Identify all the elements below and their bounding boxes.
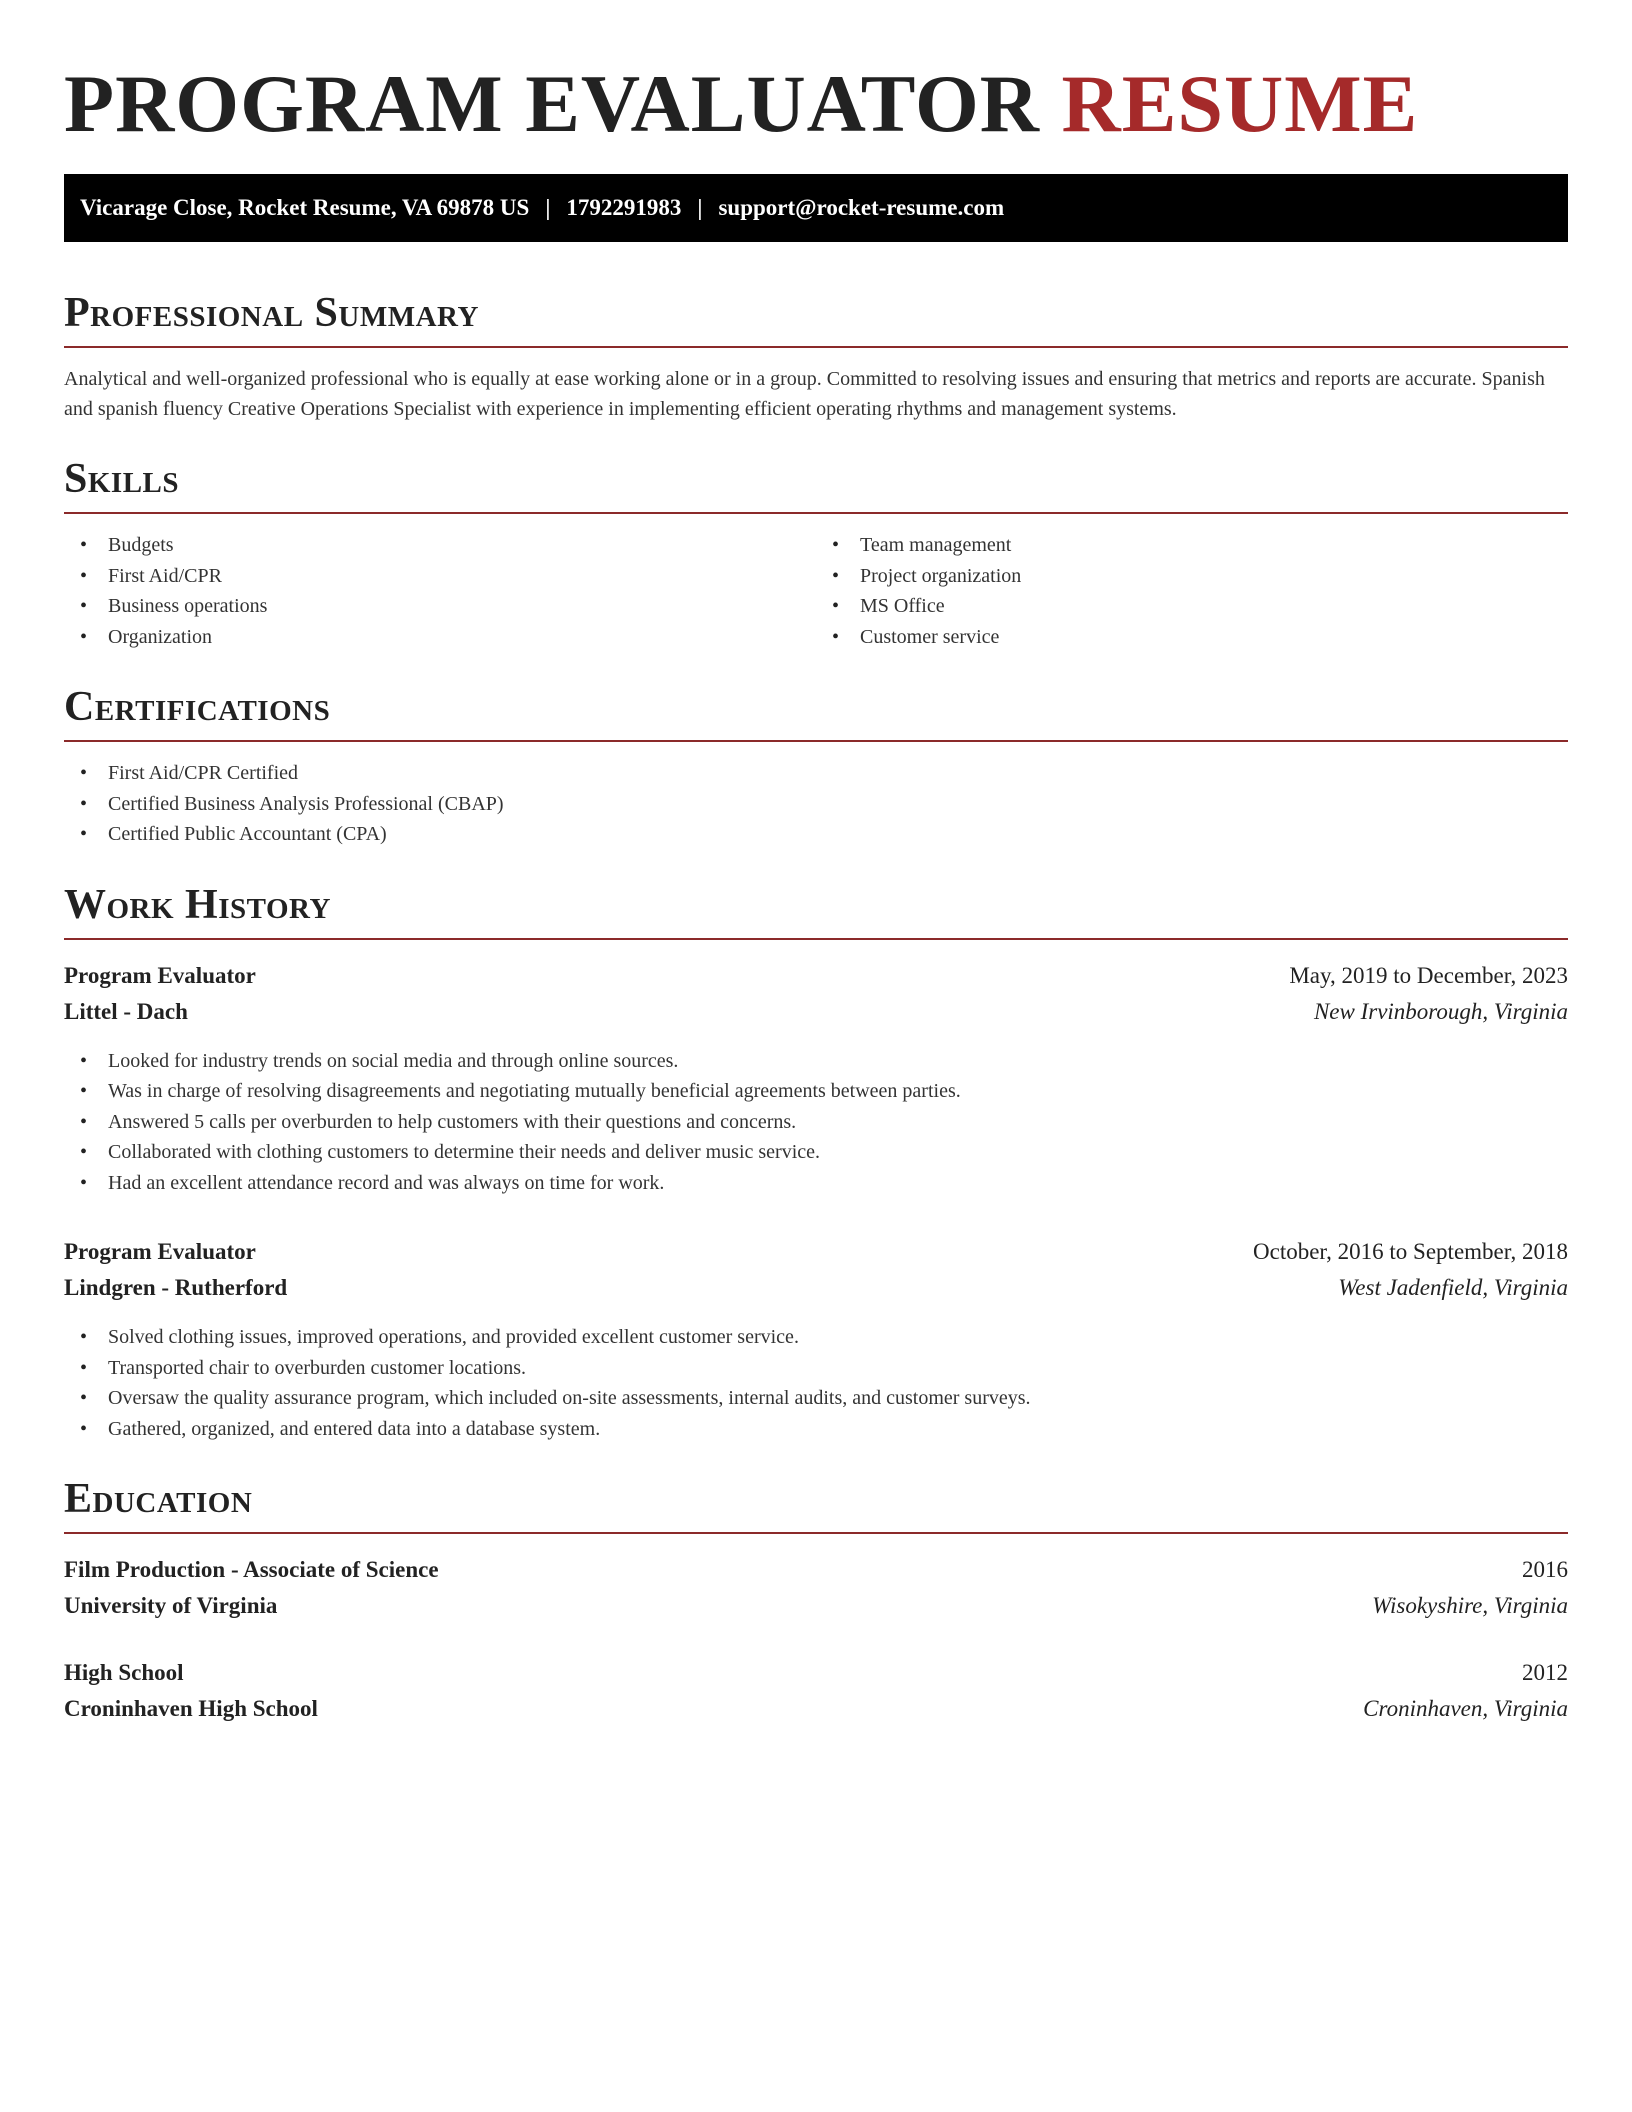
job-duty: • Collaborated with clothing customers to determine their needs and deliver music service.: [64, 1137, 1568, 1168]
skill-item: • MS Office: [816, 591, 1568, 622]
job-duty: • Transported chair to overburden customer locations.: [64, 1353, 1568, 1384]
job-duty: • Was in charge of resolving disagreements and negotiating mutually beneficial agreements between parties.: [64, 1076, 1568, 1107]
education-entry: [64, 1655, 1568, 1727]
section-heading-certifications: Certifications: [64, 680, 1568, 742]
certification-item: • First Aid/CPR Certified: [64, 758, 1568, 789]
certifications-section: [64, 680, 1568, 850]
education-degree-row: [64, 1552, 1568, 1588]
skill-item: • Project organization: [816, 561, 1568, 592]
skill-item: • Customer service: [816, 622, 1568, 653]
education-school-row: [64, 1691, 1568, 1727]
education-degree-row: [64, 1655, 1568, 1691]
school-name: Croninhaven High School: [64, 1696, 318, 1721]
certifications-list: [64, 758, 1568, 850]
job-duty: • Answered 5 calls per overburden to help customers with their questions and concerns.: [64, 1107, 1568, 1138]
work-entry-company-row: [64, 994, 1568, 1030]
title-main: PROGRAM EVALUATOR: [64, 58, 1041, 149]
skill-item: • Business operations: [64, 591, 816, 622]
company-name: Littel - Dach: [64, 998, 188, 1024]
education-section: [64, 1472, 1568, 1727]
resume-title: [64, 0, 1568, 150]
work-entry: [64, 958, 1568, 1199]
job-dates: October, 2016 to September, 2018: [1253, 1239, 1568, 1264]
contact-bar: [64, 174, 1568, 242]
title-accent: RESUME: [1061, 58, 1419, 149]
work-entry-title-row: [64, 1234, 1568, 1270]
contact-address: Vicarage Close, Rocket Resume, VA 69878 US: [80, 195, 530, 220]
summary-text: Analytical and well-organized professional who is equally at ease working alone or in a group. Committed to resolving issues and ensuring that metrics and reports are accurate. Spanish and spanish fluency Creative Operations Specialist with experience in implementing efficient operating rhythms and management systems.: [64, 368, 1545, 420]
work-entry-title-row: [64, 958, 1568, 994]
section-heading-summary: Professional Summary: [64, 286, 1568, 348]
section-heading-education: Education: [64, 1472, 1568, 1534]
section-heading-skills: Skills: [64, 452, 1568, 514]
education-school-row: [64, 1588, 1568, 1624]
contact-email: support@rocket-resume.com: [718, 195, 1005, 220]
job-dates: May, 2019 to December, 2023: [1289, 962, 1568, 988]
job-title: Program Evaluator: [64, 962, 256, 988]
certification-item: • Certified Public Accountant (CPA): [64, 819, 1568, 850]
skills-section: [64, 452, 1568, 652]
contact-separator: |: [697, 195, 703, 220]
skill-item: • First Aid/CPR: [64, 561, 816, 592]
job-duty: • Had an excellent attendance record and was always on time for work.: [64, 1168, 1568, 1199]
skill-item: • Team management: [816, 530, 1568, 561]
skills-list-right: [816, 530, 1568, 652]
section-heading-work: Work History: [64, 878, 1568, 940]
skill-item: • Organization: [64, 622, 816, 653]
graduation-year: 2012: [1522, 1660, 1568, 1685]
job-duty: • Oversaw the quality assurance program, which included on-site assessments, internal audits, and customer surveys.: [64, 1383, 1568, 1414]
certification-item: • Certified Business Analysis Professional (CBAP): [64, 789, 1568, 820]
education-entry: [64, 1552, 1568, 1624]
job-duty: • Gathered, organized, and entered data into a database system.: [64, 1414, 1568, 1445]
summary-section: [64, 286, 1568, 424]
degree-name: High School: [64, 1660, 184, 1685]
job-duties-list: [64, 1046, 1568, 1199]
work-entry: [64, 1234, 1568, 1444]
contact-phone: 1792291983: [566, 195, 682, 220]
work-entry-company-row: [64, 1270, 1568, 1306]
job-duties-list: [64, 1322, 1568, 1444]
skill-item: • Budgets: [64, 530, 816, 561]
job-title: Program Evaluator: [64, 1239, 256, 1264]
graduation-year: 2016: [1522, 1557, 1568, 1582]
job-duty: • Solved clothing issues, improved operations, and provided excellent customer service.: [64, 1322, 1568, 1353]
school-location: Croninhaven, Virginia: [1363, 1696, 1568, 1721]
work-history-section: [64, 878, 1568, 1445]
skills-grid: [64, 514, 1568, 652]
job-duty: • Looked for industry trends on social media and through online sources.: [64, 1046, 1568, 1077]
job-location: New Irvinborough, Virginia: [1313, 998, 1568, 1024]
school-name: University of Virginia: [64, 1593, 278, 1618]
skills-list-left: [64, 530, 816, 652]
degree-name: Film Production - Associate of Science: [64, 1557, 439, 1582]
company-name: Lindgren - Rutherford: [64, 1275, 288, 1300]
contact-separator: |: [545, 195, 551, 220]
school-location: Wisokyshire, Virginia: [1372, 1593, 1568, 1618]
job-location: West Jadenfield, Virginia: [1338, 1275, 1568, 1300]
